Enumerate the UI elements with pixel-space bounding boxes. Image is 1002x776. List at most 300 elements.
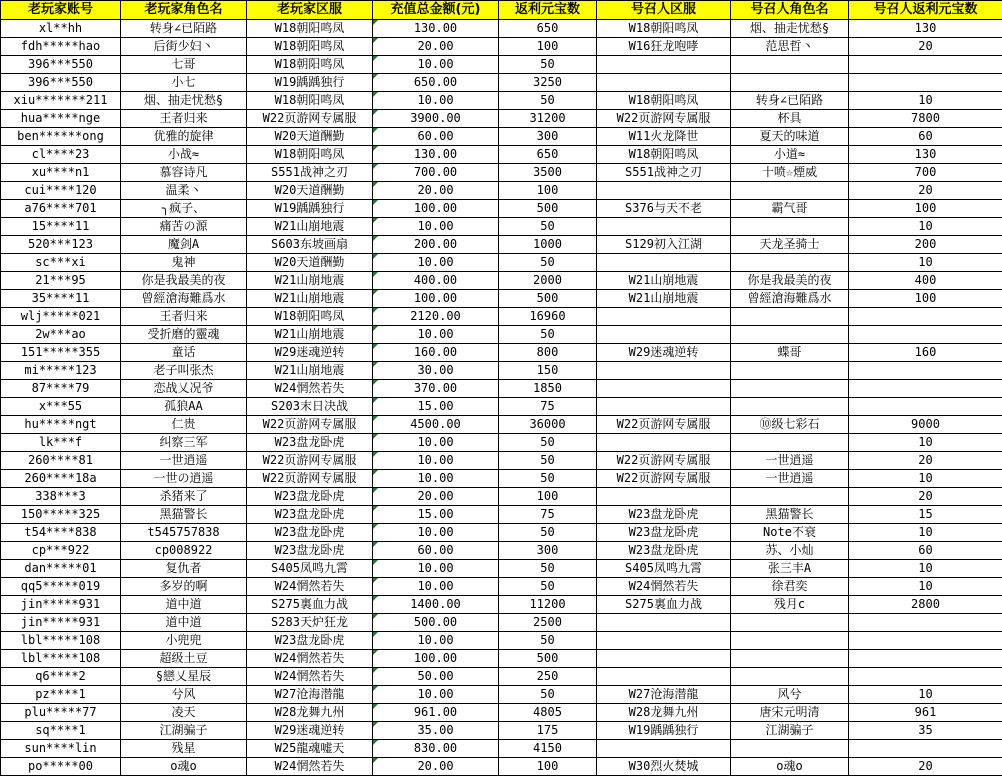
cell-caller-role[interactable]: 十喷☆煙威 xyxy=(731,164,849,182)
cell-old-server[interactable]: W24惘然若失 xyxy=(247,758,373,776)
cell-old-account[interactable]: 151*****355 xyxy=(1,344,121,362)
cell-old-account[interactable]: 87****79 xyxy=(1,380,121,398)
header-old-role[interactable]: 老玩家角色名 xyxy=(121,1,247,20)
cell-recharge-amount[interactable]: 10.00 xyxy=(373,632,499,650)
cell-old-account[interactable]: sq****1 xyxy=(1,722,121,740)
cell-recharge-amount[interactable]: 961.00 xyxy=(373,704,499,722)
cell-recharge-amount[interactable]: 200.00 xyxy=(373,236,499,254)
cell-old-role[interactable]: 七哥 xyxy=(121,56,247,74)
cell-recharge-amount[interactable]: 10.00 xyxy=(373,254,499,272)
cell-old-account[interactable]: 520***123 xyxy=(1,236,121,254)
cell-old-account[interactable]: sun****lin xyxy=(1,740,121,758)
cell-caller-rebate[interactable] xyxy=(849,650,1002,668)
cell-recharge-amount[interactable]: 500.00 xyxy=(373,614,499,632)
cell-caller-rebate[interactable] xyxy=(849,74,1002,92)
cell-rebate-ingots[interactable]: 2500 xyxy=(499,614,597,632)
cell-old-role[interactable]: 一世逍遥 xyxy=(121,452,247,470)
cell-caller-server[interactable] xyxy=(597,56,731,74)
cell-caller-role[interactable]: 转身∠已陌路 xyxy=(731,92,849,110)
cell-caller-rebate[interactable]: 10 xyxy=(849,218,1002,236)
cell-recharge-amount[interactable]: 1400.00 xyxy=(373,596,499,614)
cell-rebate-ingots[interactable]: 50 xyxy=(499,524,597,542)
cell-old-role[interactable]: 鬼神 xyxy=(121,254,247,272)
cell-rebate-ingots[interactable]: 31200 xyxy=(499,110,597,128)
cell-old-role[interactable]: 多岁的啊 xyxy=(121,578,247,596)
cell-caller-role[interactable] xyxy=(731,740,849,758)
cell-old-account[interactable]: 396***550 xyxy=(1,74,121,92)
cell-caller-role[interactable]: Note不衰 xyxy=(731,524,849,542)
cell-caller-rebate[interactable]: 60 xyxy=(849,542,1002,560)
cell-old-account[interactable]: 21***95 xyxy=(1,272,121,290)
cell-rebate-ingots[interactable]: 3500 xyxy=(499,164,597,182)
cell-caller-server[interactable] xyxy=(597,326,731,344)
cell-old-account[interactable]: cui****120 xyxy=(1,182,121,200)
cell-old-role[interactable]: 杀猪来了 xyxy=(121,488,247,506)
cell-old-role[interactable]: 复仇者 xyxy=(121,560,247,578)
cell-rebate-ingots[interactable]: 50 xyxy=(499,92,597,110)
cell-old-server[interactable]: W21山崩地震 xyxy=(247,272,373,290)
cell-caller-server[interactable]: W11火龙降世 xyxy=(597,128,731,146)
cell-caller-role[interactable] xyxy=(731,74,849,92)
cell-caller-server[interactable]: W29迷魂逆转 xyxy=(597,344,731,362)
cell-old-account[interactable]: sc***xi xyxy=(1,254,121,272)
cell-old-account[interactable]: 2w***ao xyxy=(1,326,121,344)
cell-caller-role[interactable] xyxy=(731,668,849,686)
cell-old-role[interactable]: 道中道 xyxy=(121,596,247,614)
cell-old-role[interactable]: 优雅的旋律 xyxy=(121,128,247,146)
cell-caller-role[interactable]: 黑猫警长 xyxy=(731,506,849,524)
cell-caller-role[interactable]: 小道≈ xyxy=(731,146,849,164)
cell-caller-role[interactable] xyxy=(731,650,849,668)
cell-old-role[interactable]: 老子叫张杰 xyxy=(121,362,247,380)
cell-rebate-ingots[interactable]: 50 xyxy=(499,218,597,236)
cell-rebate-ingots[interactable]: 16960 xyxy=(499,308,597,326)
cell-old-server[interactable]: W22页游网专属服 xyxy=(247,110,373,128)
cell-old-server[interactable]: W20天道酬勤 xyxy=(247,128,373,146)
cell-old-account[interactable]: cl****23 xyxy=(1,146,121,164)
cell-rebate-ingots[interactable]: 650 xyxy=(499,146,597,164)
cell-rebate-ingots[interactable]: 50 xyxy=(499,452,597,470)
cell-caller-rebate[interactable] xyxy=(849,56,1002,74)
cell-caller-rebate[interactable] xyxy=(849,362,1002,380)
cell-old-account[interactable]: lbl*****108 xyxy=(1,632,121,650)
cell-old-role[interactable]: 童话 xyxy=(121,344,247,362)
cell-caller-server[interactable] xyxy=(597,362,731,380)
cell-recharge-amount[interactable]: 15.00 xyxy=(373,398,499,416)
cell-old-role[interactable]: 江湖骗子 xyxy=(121,722,247,740)
cell-caller-role[interactable] xyxy=(731,488,849,506)
cell-caller-rebate[interactable] xyxy=(849,308,1002,326)
cell-old-account[interactable]: jin*****931 xyxy=(1,614,121,632)
cell-old-server[interactable]: W23盘龙卧虎 xyxy=(247,506,373,524)
cell-old-account[interactable]: hua*****nge xyxy=(1,110,121,128)
cell-rebate-ingots[interactable]: 75 xyxy=(499,398,597,416)
header-caller-role[interactable]: 号召人角色名 xyxy=(731,1,849,20)
cell-caller-rebate[interactable]: 961 xyxy=(849,704,1002,722)
cell-caller-rebate[interactable]: 700 xyxy=(849,164,1002,182)
cell-rebate-ingots[interactable]: 50 xyxy=(499,434,597,452)
cell-caller-server[interactable]: W18朝阳鸣凤 xyxy=(597,92,731,110)
cell-old-account[interactable]: xiu*******211 xyxy=(1,92,121,110)
cell-caller-rebate[interactable]: 15 xyxy=(849,506,1002,524)
cell-caller-rebate[interactable]: 10 xyxy=(849,254,1002,272)
cell-caller-server[interactable]: S551战神之刃 xyxy=(597,164,731,182)
cell-recharge-amount[interactable]: 10.00 xyxy=(373,524,499,542)
cell-caller-rebate[interactable]: 35 xyxy=(849,722,1002,740)
cell-caller-server[interactable]: S129初入江湖 xyxy=(597,236,731,254)
cell-old-server[interactable]: S283天炉狂龙 xyxy=(247,614,373,632)
cell-old-server[interactable]: W21山崩地震 xyxy=(247,218,373,236)
cell-recharge-amount[interactable]: 4500.00 xyxy=(373,416,499,434)
cell-caller-server[interactable]: W21山崩地震 xyxy=(597,290,731,308)
cell-old-account[interactable]: 15****11 xyxy=(1,218,121,236)
cell-caller-role[interactable]: 霸气哥 xyxy=(731,200,849,218)
cell-caller-rebate[interactable]: 10 xyxy=(849,434,1002,452)
cell-old-server[interactable]: W18朝阳鸣凤 xyxy=(247,146,373,164)
cell-old-server[interactable]: W19踽踽独行 xyxy=(247,200,373,218)
cell-old-role[interactable]: 黑猫警长 xyxy=(121,506,247,524)
cell-caller-rebate[interactable]: 10 xyxy=(849,578,1002,596)
cell-caller-server[interactable]: W27沧海潜龍 xyxy=(597,686,731,704)
cell-caller-server[interactable]: W30烈火焚城 xyxy=(597,758,731,776)
cell-old-role[interactable]: 凌天 xyxy=(121,704,247,722)
cell-old-server[interactable]: W21山崩地震 xyxy=(247,290,373,308)
cell-caller-rebate[interactable] xyxy=(849,632,1002,650)
cell-old-role[interactable]: 转身∠已陌路 xyxy=(121,20,247,38)
cell-caller-server[interactable]: W23盘龙卧虎 xyxy=(597,506,731,524)
cell-old-role[interactable]: 超级土豆 xyxy=(121,650,247,668)
cell-old-account[interactable]: mi*****123 xyxy=(1,362,121,380)
cell-rebate-ingots[interactable]: 100 xyxy=(499,182,597,200)
cell-caller-role[interactable]: 江湖骗子 xyxy=(731,722,849,740)
cell-caller-server[interactable]: W22页游网专属服 xyxy=(597,110,731,128)
cell-caller-rebate[interactable]: 10 xyxy=(849,470,1002,488)
cell-caller-server[interactable] xyxy=(597,218,731,236)
cell-old-server[interactable]: W23盘龙卧虎 xyxy=(247,632,373,650)
cell-old-role[interactable]: 烟、抽走忧愁§ xyxy=(121,92,247,110)
cell-old-account[interactable]: qq5*****019 xyxy=(1,578,121,596)
cell-old-server[interactable]: W18朝阳鸣凤 xyxy=(247,92,373,110)
cell-rebate-ingots[interactable]: 36000 xyxy=(499,416,597,434)
cell-caller-rebate[interactable]: 130 xyxy=(849,146,1002,164)
cell-recharge-amount[interactable]: 15.00 xyxy=(373,506,499,524)
cell-old-account[interactable]: q6****2 xyxy=(1,668,121,686)
cell-caller-server[interactable]: W22页游网专属服 xyxy=(597,416,731,434)
cell-caller-rebate[interactable]: 9000 xyxy=(849,416,1002,434)
cell-old-server[interactable]: W18朝阳鸣凤 xyxy=(247,308,373,326)
cell-recharge-amount[interactable]: 10.00 xyxy=(373,92,499,110)
cell-old-account[interactable]: wlj*****021 xyxy=(1,308,121,326)
cell-recharge-amount[interactable]: 130.00 xyxy=(373,20,499,38)
cell-caller-server[interactable]: W19踽踽独行 xyxy=(597,722,731,740)
cell-old-role[interactable]: 你是我最美的夜 xyxy=(121,272,247,290)
header-rebate-ingots[interactable]: 返利元宝数 xyxy=(499,1,597,20)
cell-caller-role[interactable] xyxy=(731,632,849,650)
cell-caller-server[interactable] xyxy=(597,380,731,398)
cell-rebate-ingots[interactable]: 4805 xyxy=(499,704,597,722)
cell-old-account[interactable]: hu*****ngt xyxy=(1,416,121,434)
cell-old-server[interactable]: S203末日决战 xyxy=(247,398,373,416)
cell-old-role[interactable]: 道中道 xyxy=(121,614,247,632)
cell-old-account[interactable]: lbl*****108 xyxy=(1,650,121,668)
cell-old-server[interactable]: W21山崩地震 xyxy=(247,362,373,380)
cell-caller-rebate[interactable]: 10 xyxy=(849,686,1002,704)
cell-caller-server[interactable] xyxy=(597,740,731,758)
cell-caller-role[interactable]: 风兮 xyxy=(731,686,849,704)
cell-recharge-amount[interactable]: 10.00 xyxy=(373,686,499,704)
cell-recharge-amount[interactable]: 3900.00 xyxy=(373,110,499,128)
cell-caller-server[interactable]: W22页游网专属服 xyxy=(597,470,731,488)
cell-old-account[interactable]: 260****81 xyxy=(1,452,121,470)
cell-old-account[interactable]: xu****n1 xyxy=(1,164,121,182)
cell-rebate-ingots[interactable]: 50 xyxy=(499,254,597,272)
cell-old-server[interactable]: W27沧海潜龍 xyxy=(247,686,373,704)
cell-old-server[interactable]: W22页游网专属服 xyxy=(247,452,373,470)
cell-recharge-amount[interactable]: 10.00 xyxy=(373,560,499,578)
cell-caller-server[interactable] xyxy=(597,614,731,632)
cell-rebate-ingots[interactable]: 50 xyxy=(499,578,597,596)
cell-old-server[interactable]: W28龙舞九州 xyxy=(247,704,373,722)
cell-caller-role[interactable]: o魂o xyxy=(731,758,849,776)
cell-caller-server[interactable]: W22页游网专属服 xyxy=(597,452,731,470)
cell-rebate-ingots[interactable]: 650 xyxy=(499,20,597,38)
cell-recharge-amount[interactable]: 10.00 xyxy=(373,326,499,344)
cell-old-server[interactable]: W23盘龙卧虎 xyxy=(247,542,373,560)
cell-caller-role[interactable] xyxy=(731,380,849,398)
cell-caller-rebate[interactable]: 20 xyxy=(849,488,1002,506)
cell-caller-rebate[interactable]: 20 xyxy=(849,452,1002,470)
cell-recharge-amount[interactable]: 30.00 xyxy=(373,362,499,380)
cell-old-account[interactable]: t54****838 xyxy=(1,524,121,542)
cell-caller-role[interactable]: 烟、抽走忧愁§ xyxy=(731,20,849,38)
cell-old-account[interactable]: jin*****931 xyxy=(1,596,121,614)
cell-old-server[interactable]: W18朝阳鸣凤 xyxy=(247,56,373,74)
cell-old-server[interactable]: W24惘然若失 xyxy=(247,650,373,668)
cell-old-account[interactable]: 260****18a xyxy=(1,470,121,488)
cell-caller-role[interactable]: 杯具 xyxy=(731,110,849,128)
cell-old-server[interactable]: W22页游网专属服 xyxy=(247,470,373,488)
cell-caller-server[interactable]: W16狂龙咆哮 xyxy=(597,38,731,56)
cell-old-role[interactable]: 王者归来 xyxy=(121,308,247,326)
cell-old-role[interactable]: 兮风 xyxy=(121,686,247,704)
cell-caller-server[interactable] xyxy=(597,434,731,452)
cell-rebate-ingots[interactable]: 11200 xyxy=(499,596,597,614)
cell-recharge-amount[interactable]: 20.00 xyxy=(373,488,499,506)
cell-old-server[interactable]: W23盘龙卧虎 xyxy=(247,524,373,542)
cell-recharge-amount[interactable]: 20.00 xyxy=(373,182,499,200)
cell-recharge-amount[interactable]: 10.00 xyxy=(373,452,499,470)
cell-recharge-amount[interactable]: 650.00 xyxy=(373,74,499,92)
cell-old-server[interactable]: S551战神之刃 xyxy=(247,164,373,182)
cell-caller-rebate[interactable]: 10 xyxy=(849,560,1002,578)
cell-caller-role[interactable]: 天龙圣骑士 xyxy=(731,236,849,254)
cell-old-role[interactable]: 孤狼AA xyxy=(121,398,247,416)
cell-recharge-amount[interactable]: 100.00 xyxy=(373,200,499,218)
cell-old-role[interactable]: 魔剑A xyxy=(121,236,247,254)
cell-caller-rebate[interactable] xyxy=(849,740,1002,758)
cell-recharge-amount[interactable]: 100.00 xyxy=(373,650,499,668)
cell-old-server[interactable]: W19踽踽独行 xyxy=(247,74,373,92)
cell-old-role[interactable]: 小战≈ xyxy=(121,146,247,164)
cell-rebate-ingots[interactable]: 75 xyxy=(499,506,597,524)
cell-old-server[interactable]: S275裏血力战 xyxy=(247,596,373,614)
cell-rebate-ingots[interactable]: 50 xyxy=(499,56,597,74)
cell-old-account[interactable]: x***55 xyxy=(1,398,121,416)
cell-recharge-amount[interactable]: 35.00 xyxy=(373,722,499,740)
cell-caller-server[interactable]: S275裏血力战 xyxy=(597,596,731,614)
cell-old-account[interactable]: 35****11 xyxy=(1,290,121,308)
cell-caller-rebate[interactable] xyxy=(849,380,1002,398)
cell-caller-role[interactable]: 苏、小灿 xyxy=(731,542,849,560)
cell-caller-role[interactable]: 张三丰A xyxy=(731,560,849,578)
cell-old-server[interactable]: W18朝阳鸣凤 xyxy=(247,20,373,38)
cell-old-account[interactable]: po*****00 xyxy=(1,758,121,776)
header-recharge-amount[interactable]: 充值总金额(元) xyxy=(373,1,499,20)
cell-old-server[interactable]: W20天道酬勤 xyxy=(247,254,373,272)
cell-caller-server[interactable] xyxy=(597,254,731,272)
cell-recharge-amount[interactable]: 20.00 xyxy=(373,38,499,56)
cell-rebate-ingots[interactable]: 300 xyxy=(499,542,597,560)
cell-old-account[interactable]: pz****1 xyxy=(1,686,121,704)
cell-old-server[interactable]: W25龍魂嘘天 xyxy=(247,740,373,758)
cell-caller-server[interactable]: W18朝阳鸣凤 xyxy=(597,146,731,164)
cell-recharge-amount[interactable]: 700.00 xyxy=(373,164,499,182)
cell-recharge-amount[interactable]: 160.00 xyxy=(373,344,499,362)
cell-old-account[interactable]: 396***550 xyxy=(1,56,121,74)
cell-old-account[interactable]: xl**hh xyxy=(1,20,121,38)
cell-old-role[interactable]: §戀乂星辰 xyxy=(121,668,247,686)
cell-caller-rebate[interactable] xyxy=(849,668,1002,686)
cell-rebate-ingots[interactable]: 300 xyxy=(499,128,597,146)
cell-caller-role[interactable] xyxy=(731,56,849,74)
cell-old-server[interactable]: W29迷魂逆转 xyxy=(247,722,373,740)
cell-rebate-ingots[interactable]: 3250 xyxy=(499,74,597,92)
cell-rebate-ingots[interactable]: 500 xyxy=(499,290,597,308)
cell-recharge-amount[interactable]: 10.00 xyxy=(373,470,499,488)
cell-caller-server[interactable]: W23盘龙卧虎 xyxy=(597,524,731,542)
cell-rebate-ingots[interactable]: 50 xyxy=(499,470,597,488)
cell-caller-role[interactable]: 蝶哥 xyxy=(731,344,849,362)
cell-old-role[interactable]: ╮疯子、 xyxy=(121,200,247,218)
cell-caller-role[interactable]: 残月c xyxy=(731,596,849,614)
cell-old-role[interactable]: 曾經滄海難爲水 xyxy=(121,290,247,308)
cell-caller-rebate[interactable] xyxy=(849,614,1002,632)
cell-caller-rebate[interactable]: 20 xyxy=(849,758,1002,776)
cell-rebate-ingots[interactable]: 250 xyxy=(499,668,597,686)
cell-old-account[interactable]: 338***3 xyxy=(1,488,121,506)
cell-rebate-ingots[interactable]: 500 xyxy=(499,650,597,668)
cell-old-server[interactable]: W24惘然若失 xyxy=(247,380,373,398)
header-old-account[interactable]: 老玩家账号 xyxy=(1,1,121,20)
cell-old-account[interactable]: dan*****01 xyxy=(1,560,121,578)
cell-caller-rebate[interactable]: 10 xyxy=(849,524,1002,542)
header-old-server[interactable]: 老玩家区服 xyxy=(247,1,373,20)
cell-old-role[interactable]: 痛苦の源 xyxy=(121,218,247,236)
header-caller-rebate[interactable]: 号召人返利元宝数 xyxy=(849,1,1002,20)
cell-caller-role[interactable] xyxy=(731,308,849,326)
cell-caller-server[interactable]: W18朝阳鸣凤 xyxy=(597,20,731,38)
cell-old-account[interactable]: 150*****325 xyxy=(1,506,121,524)
cell-rebate-ingots[interactable]: 50 xyxy=(499,326,597,344)
cell-caller-rebate[interactable]: 20 xyxy=(849,182,1002,200)
cell-caller-rebate[interactable]: 100 xyxy=(849,290,1002,308)
cell-caller-role[interactable] xyxy=(731,362,849,380)
cell-caller-role[interactable]: 你是我最美的夜 xyxy=(731,272,849,290)
cell-old-account[interactable]: a76****701 xyxy=(1,200,121,218)
cell-old-server[interactable]: W20天道酬勤 xyxy=(247,182,373,200)
cell-recharge-amount[interactable]: 130.00 xyxy=(373,146,499,164)
cell-old-role[interactable]: 慕容诗凡 xyxy=(121,164,247,182)
cell-caller-rebate[interactable]: 200 xyxy=(849,236,1002,254)
cell-old-account[interactable]: plu*****77 xyxy=(1,704,121,722)
cell-caller-role[interactable] xyxy=(731,254,849,272)
cell-old-account[interactable]: ben******ong xyxy=(1,128,121,146)
cell-caller-server[interactable] xyxy=(597,398,731,416)
cell-caller-rebate[interactable]: 7800 xyxy=(849,110,1002,128)
cell-recharge-amount[interactable]: 100.00 xyxy=(373,290,499,308)
cell-rebate-ingots[interactable]: 1850 xyxy=(499,380,597,398)
cell-old-account[interactable]: fdh*****hao xyxy=(1,38,121,56)
cell-old-role[interactable]: 一世の逍遥 xyxy=(121,470,247,488)
cell-old-server[interactable]: W29迷魂逆转 xyxy=(247,344,373,362)
cell-old-server[interactable]: W24惘然若失 xyxy=(247,668,373,686)
cell-old-role[interactable]: 残星 xyxy=(121,740,247,758)
cell-old-server[interactable]: W22页游网专属服 xyxy=(247,416,373,434)
cell-caller-role[interactable] xyxy=(731,614,849,632)
cell-old-account[interactable]: cp***922 xyxy=(1,542,121,560)
cell-rebate-ingots[interactable]: 800 xyxy=(499,344,597,362)
cell-caller-server[interactable]: S376与天不老 xyxy=(597,200,731,218)
cell-old-role[interactable]: 恋战乂况爷 xyxy=(121,380,247,398)
cell-caller-server[interactable]: W21山崩地震 xyxy=(597,272,731,290)
cell-old-role[interactable]: 温柔丶 xyxy=(121,182,247,200)
cell-rebate-ingots[interactable]: 4150 xyxy=(499,740,597,758)
cell-caller-server[interactable] xyxy=(597,74,731,92)
cell-old-account[interactable]: lk***f xyxy=(1,434,121,452)
cell-caller-server[interactable] xyxy=(597,488,731,506)
cell-rebate-ingots[interactable]: 100 xyxy=(499,38,597,56)
cell-old-role[interactable]: 仁贵 xyxy=(121,416,247,434)
cell-caller-role[interactable]: 夏天的味道 xyxy=(731,128,849,146)
cell-caller-role[interactable]: ⑩级七彩石 xyxy=(731,416,849,434)
cell-caller-role[interactable]: 曾經滄海難爲水 xyxy=(731,290,849,308)
cell-recharge-amount[interactable]: 370.00 xyxy=(373,380,499,398)
cell-old-server[interactable]: W18朝阳鸣凤 xyxy=(247,38,373,56)
cell-old-role[interactable]: o魂o xyxy=(121,758,247,776)
cell-recharge-amount[interactable]: 50.00 xyxy=(373,668,499,686)
cell-rebate-ingots[interactable]: 100 xyxy=(499,758,597,776)
cell-recharge-amount[interactable]: 10.00 xyxy=(373,434,499,452)
cell-recharge-amount[interactable]: 20.00 xyxy=(373,758,499,776)
cell-old-role[interactable]: cp008922 xyxy=(121,542,247,560)
cell-rebate-ingots[interactable]: 50 xyxy=(499,686,597,704)
cell-caller-role[interactable] xyxy=(731,398,849,416)
cell-old-role[interactable]: 小兜兜 xyxy=(121,632,247,650)
cell-caller-role[interactable]: 唐宋元明清 xyxy=(731,704,849,722)
cell-old-role[interactable]: 小七 xyxy=(121,74,247,92)
cell-recharge-amount[interactable]: 60.00 xyxy=(373,128,499,146)
cell-old-server[interactable]: W23盘龙卧虎 xyxy=(247,488,373,506)
cell-old-role[interactable]: 后街少妇丶 xyxy=(121,38,247,56)
cell-caller-server[interactable] xyxy=(597,650,731,668)
cell-caller-role[interactable] xyxy=(731,182,849,200)
cell-rebate-ingots[interactable]: 50 xyxy=(499,560,597,578)
cell-old-role[interactable]: 纠察三军 xyxy=(121,434,247,452)
cell-rebate-ingots[interactable]: 1000 xyxy=(499,236,597,254)
cell-recharge-amount[interactable]: 400.00 xyxy=(373,272,499,290)
cell-recharge-amount[interactable]: 2120.00 xyxy=(373,308,499,326)
cell-rebate-ingots[interactable]: 100 xyxy=(499,488,597,506)
